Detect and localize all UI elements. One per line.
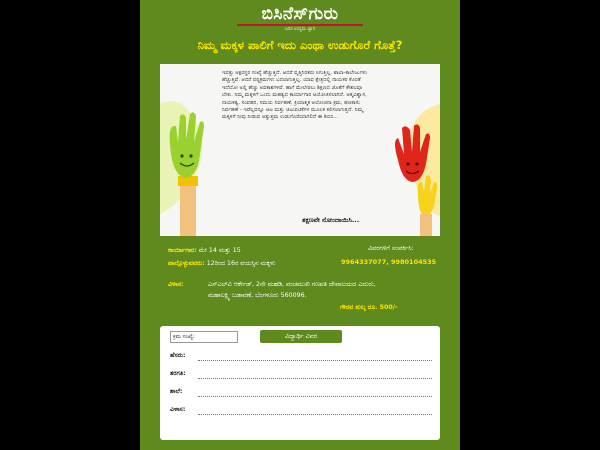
class-field[interactable]: [170, 370, 432, 380]
address-field[interactable]: [170, 406, 432, 416]
address-value: ಎಸ್‌ಎಲ್‌ವಿ ಆರ್ಕೇಡ್, 2ನೇ ಮಹಡಿ, ಪಂಚಮುಖಿ ಗಣಪತಿ ದೇವಾಲಯದ ಎದುರು, ಮಹಾಲಕ್ಷ್ಮಿ ಬಡಾವಣೆ, ಬೆಂಗಳೂರು 560096.: [208, 281, 376, 299]
eligibility-label: ಪಾಲ್ಗೊಳ್ಳುವವರು:: [168, 260, 205, 267]
class-field-label: ತರಗತಿ:: [170, 370, 186, 377]
dates-value: ಮೇ 14 ಮತ್ತು 15: [198, 247, 241, 254]
eligibility-value: 12ರಿಂದ 16ರ ವಯಸ್ಸಿನ ಮಕ್ಕಳು: [206, 260, 276, 267]
brand-header: [140, 4, 460, 33]
hero-description: ಇವತ್ತು ಅಕ್ಷರಸ್ಥರ ಸಂಖ್ಯೆ ಹೆಚ್ಚುತ್ತಿದೆ. ಆದರೆ ವೃತ್ತಿನಿರತರು ಸಿಗುತ್ತಿಲ್ಲ. ಶಾಲಾ-ಕಾಲೇಜುಗಳು ಹೆಚ್ಚುತ್ತಿವೆ. ಆದರೆ ಪಠ್ಯಕ್ರಮಗಳು ಬದಲಾಗುತ್ತಿಲ್ಲ. ಯಾವ ಕ್ಷೇತ್ರದಲ್ಲಿ ನಾಯಕರ ಕೊರತೆ ಇದೆಯೋ ಅಲ್ಲಿ ಹೆಚ್ಚು ಅವಕಾಶಗಳಿವೆ. ಹಾಗೆ ಮೇಲೇರಲು ಶಿಕ್ಷಣದ ಜೊತೆಗೆ ಕೌಶಲವೂ ಬೇಕು. ನಿಮ್ಮ ಮಕ್ಕಳಿಗೆ ಒಂದು ಮಹತ್ವದ ಕಾರ್ಯಾಗಾರ ಆಯೋಜಿಸಲಾಗಿದೆ. ಆತ್ಮವಿಶ್ವಾಸ, ನಾಯಕತ್ವ, ಸಂವಹನ, ಸಮಯ ನಿರ್ವಹಣೆ, ಕ್ರಿಯಾತ್ಮಕ ಆಲೋಚನಾ ಕ್ರಮ, ಹಣಕಾಸು ನಿರ್ವಹಣೆ - ಇವೆಲ್ಲವನ್ನೂ ಆಟ ಮತ್ತು ಚಟುವಟಿಕೆಗಳ ಮೂಲಕ ಕಲಿಸಲಾಗುತ್ತದೆ. ನಿಮ್ಮ ಮಕ್ಕಳಿಗೆ ನೀವು ನೀಡುವ ಅತ್ಯುತ್ತಮ ಉಡುಗೊರೆಯಾಗಲಿದೆ ಈ ಶಿಬಿರ...: [222, 70, 368, 121]
headline: ನಿಮ್ಮ ಮಕ್ಕಳ ಪಾಲಿಗೆ ಇದು ಎಂಥಾ ಉಡುಗೊರೆ ಗೊತ್ತೆ?: [197, 38, 403, 52]
address-field-label: ವಿಳಾಸ:: [170, 406, 186, 413]
brand-tagline: ಜನರ ಉದ್ಯಮ ಜ್ಞಾನ: [284, 27, 316, 32]
eligibility: [168, 258, 275, 269]
workshop-flyer: [140, 0, 460, 450]
dates-label: ಕಾರ್ಯಾಗಾರ:: [168, 247, 197, 254]
school-field[interactable]: [170, 388, 432, 398]
venue-address: [168, 279, 376, 299]
school-field-label: ಶಾಲೆ:: [170, 388, 183, 395]
hero-image: [160, 64, 440, 236]
name-field-label: ಹೆಸರು:: [170, 352, 186, 359]
address-field-line[interactable]: [198, 414, 432, 415]
painted-hands-left-illustration: [160, 64, 220, 236]
painted-hands-right-illustration: [380, 64, 440, 236]
brand-logo: ಬಿಸಿನೆಸ್‌ಗುರು: [261, 4, 339, 24]
contact-label: ವಿವರಗಳಿಗೆ ಸಂಪರ್ಕಿಸಿ:: [368, 245, 414, 252]
contact-phone-numbers: 9964337077, 9980104535: [341, 258, 437, 266]
registration-fee: ಗೌರವ ಶುಲ್ಕ ರೂ. 500/-: [340, 304, 398, 311]
class-field-line[interactable]: [198, 378, 432, 379]
serial-number-box[interactable]: ಕ್ರಮ ಸಂಖ್ಯೆ:: [170, 331, 238, 343]
name-field[interactable]: [170, 352, 432, 362]
address-label: ವಿಳಾಸ:: [168, 281, 184, 288]
form-title: ವಿದ್ಯಾರ್ಥಿ ವಿವರ: [260, 330, 342, 343]
register-now-text: ತಕ್ಷಣವೇ ನೋಂದಾಯಿಸಿ...: [302, 216, 360, 224]
workshop-dates: [168, 245, 241, 256]
student-details-form: [160, 326, 440, 440]
school-field-line[interactable]: [198, 396, 432, 397]
name-field-line[interactable]: [198, 360, 432, 361]
